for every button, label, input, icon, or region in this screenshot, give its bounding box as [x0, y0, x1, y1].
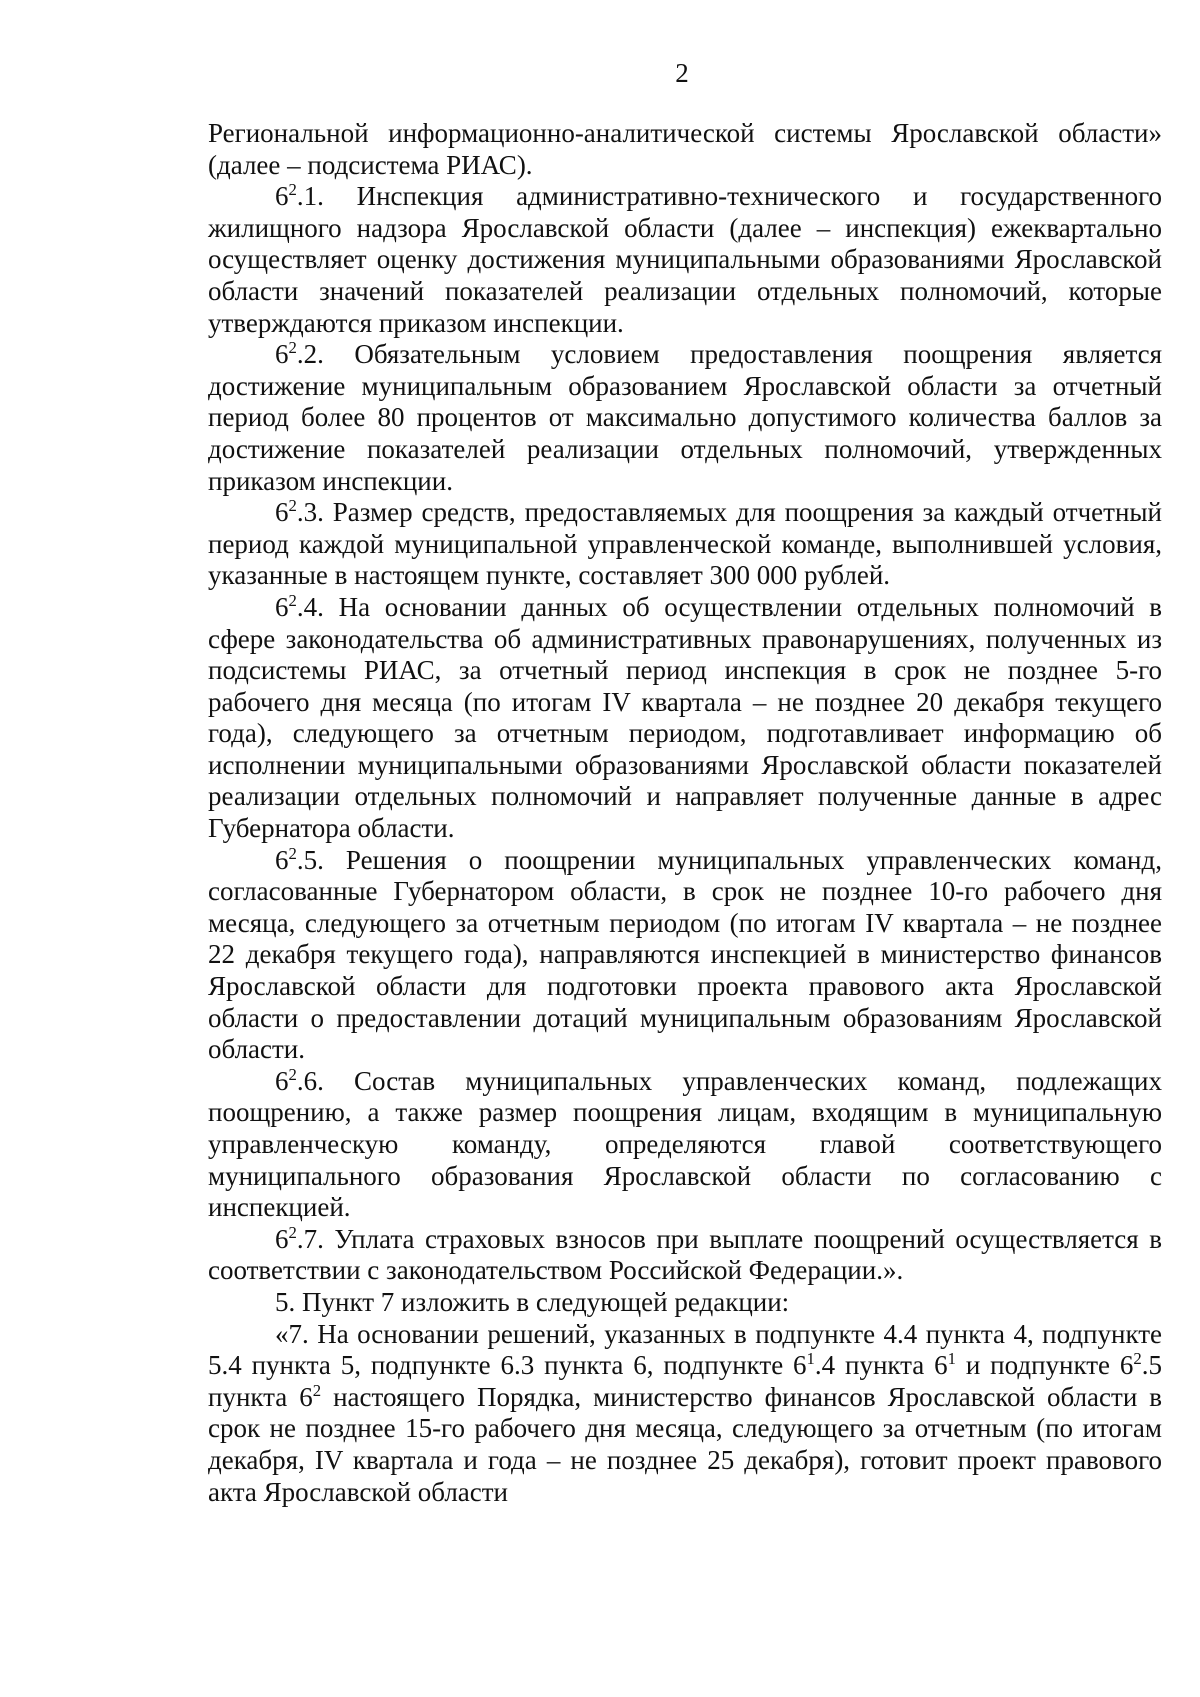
- paragraph-6-2-4: [208, 592, 1162, 845]
- page-number: 2: [675, 58, 689, 88]
- paragraph-text: .4. На основании данных об осуществлении отдельных полномочий в сфере законодательства об административных правонарушениях, полученных из подсистемы РИАС, за отчетный период инспекция в срок не позднее 5-го рабочего дня месяца (по итогам IV квартала – не позднее 20 декабря текущего года), следующего за отчетным периодом, подготавливает информацию об исполнении муниципальными образованиями Ярославской области показателей реализации отдельных полномочий и направляет полученные данные в адрес Губернатора области.: [208, 591, 1162, 844]
- paragraph-text: .1. Инспекция административно-технического и государственного жилищного надзора Ярославской области (далее – инспекция) ежеквартально осуществляет оценку достижения муниципальными образованиями Ярославской области значений показателей реализации отдельных полномочий, которые утверждаются приказом инспекции.: [208, 181, 1162, 338]
- paragraph-item-5: 5. Пункт 7 изложить в следующей редакции:: [275, 1286, 790, 1317]
- clause-superscript: 2: [288, 1064, 297, 1084]
- clause-number: 6: [275, 1065, 289, 1096]
- clause-superscript: 2: [288, 338, 297, 358]
- paragraph-6-2-6: [208, 1066, 1162, 1224]
- paragraph-text: .6. Состав муниципальных управленческих команд, подлежащих поощрению, а также размер поощрения лицам, входящим в муниципальную управленческую команду, определяются главой соответствующего муниципального образования Ярославской области по согласованию с инспекцией.: [208, 1065, 1162, 1223]
- paragraph-text: .2. Обязательным условием предоставления поощрения является достижение муниципальным образованием Ярославской области за отчетный период более 80 процентов от максимально допустимого количества баллов за достижение показателей реализации отдельных полномочий, утвержденных приказом инспекции.: [208, 339, 1162, 496]
- clause-superscript: 2: [288, 1222, 297, 1242]
- clause-superscript: 2: [288, 496, 297, 516]
- paragraph-6-2-5: [208, 845, 1162, 1066]
- paragraph-text: и подпункте 6: [956, 1350, 1134, 1381]
- clause-superscript: 2: [288, 843, 297, 863]
- paragraph-text: .4 пункта 6: [814, 1350, 948, 1381]
- paragraph-text: .7. Уплата страховых взносов при выплате поощрений осуществляется в соответствии с законодательством Российской Федерации.».: [208, 1223, 1162, 1286]
- paragraph-text: .5 пункта 6: [208, 1350, 1163, 1412]
- paragraph-text: «7. На основании решений, указанных в подпункте 4.4 пункта 4, подпункте 5.4 пункта 5, подпункте 6.3 пункта 6, подпункте 6: [208, 1318, 1162, 1381]
- paragraph-6-2-1: [208, 181, 1162, 339]
- clause-number: 6: [275, 1223, 289, 1254]
- clause-number: 6: [275, 181, 289, 212]
- paragraph-text: настоящего Порядка, министерство финансов Ярославской области в срок не позднее 15-го рабочего дня месяца, следующего за отчетным (по итогам декабря, IV квартала и года – не позднее 25 декабря), готовит проект правового акта Ярославской области: [208, 1381, 1162, 1507]
- superscript: 1: [806, 1349, 815, 1369]
- paragraph-6-2-7: [208, 1224, 1162, 1287]
- paragraph-item-7: [208, 1319, 1162, 1509]
- clause-number: 6: [275, 591, 289, 622]
- clause-number: 6: [275, 844, 289, 875]
- superscript: 2: [1133, 1349, 1142, 1369]
- clause-number: 6: [275, 497, 289, 528]
- clause-number: 6: [275, 339, 289, 370]
- clause-superscript: 2: [288, 590, 297, 610]
- paragraph-6-2-2: [208, 339, 1162, 497]
- clause-superscript: 2: [288, 180, 297, 200]
- paragraph-text: .5. Решения о поощрении муниципальных управленческих команд, согласованные Губернатором области, в срок не позднее 10-го рабочего дня месяца, следующего за отчетным периодом (по итогам IV квартала – не позднее 22 декабря текущего года), направляются инспекцией в министерство финансов Ярославской области для подготовки проекта правового акта Ярославской области о предоставлении дотаций муниципальным образованиям Ярославской области.: [208, 844, 1162, 1065]
- paragraph-6-2-3: [208, 497, 1162, 592]
- paragraph-continuation: Региональной информационно-аналитической системы Ярославской области» (далее – подсистема РИАС).: [208, 118, 1162, 180]
- superscript: 1: [947, 1349, 957, 1369]
- paragraph-text: .3. Размер средств, предоставляемых для поощрения за каждый отчетный период каждой муниципальной управленческой команде, выполнившей условия, указанные в настоящем пункте, составляет 300 000 рублей.: [208, 497, 1162, 591]
- document-body: [208, 118, 1162, 1508]
- superscript: 2: [312, 1380, 322, 1400]
